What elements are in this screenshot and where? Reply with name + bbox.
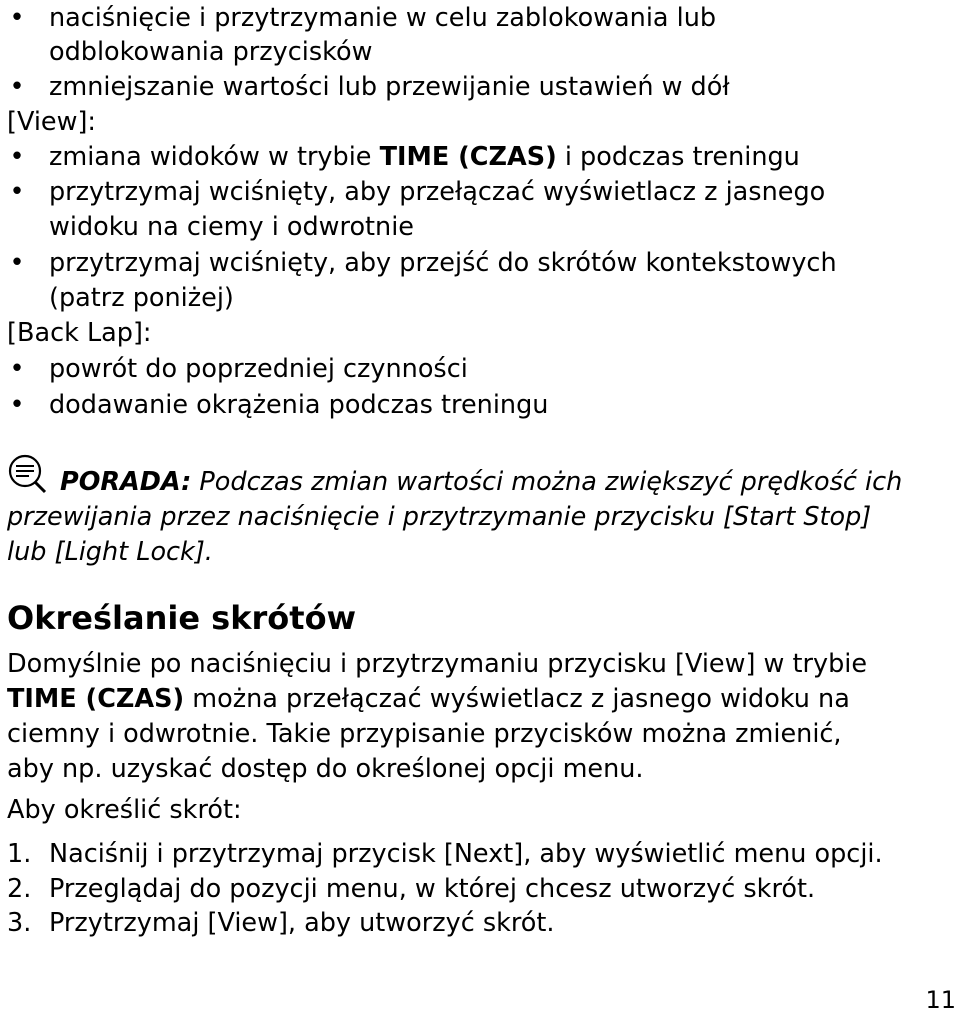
numbered-step: 1. Naciśnij i przytrzymaj przycisk [Next], aby wyświetlić menu opcji. <box>7 839 883 869</box>
back-lap-label: [Back Lap]: <box>7 318 152 348</box>
list-item: • dodawanie okrążenia podczas treningu <box>0 388 960 422</box>
section-heading: Określanie skrótów <box>7 599 357 637</box>
view-label: [View]: <box>7 107 97 137</box>
paragraph-line: Domyślnie po naciśnięciu i przytrzymaniu przycisku [View] w trybie <box>7 649 868 679</box>
numbered-step: 2. Przeglądaj do pozycji menu, w której chcesz utworzyć skrót. <box>7 874 816 904</box>
paragraph-line: TIME (CZAS) można przełączać wyświetlacz z jasnego widoku na <box>7 684 850 714</box>
list-item-continuation: odblokowania przycisków <box>49 37 373 67</box>
numbered-step: 3. Przytrzymaj [View], aby utworzyć skrót. <box>7 908 555 938</box>
list-item: • przytrzymaj wciśnięty, aby przełączać wyświetlacz z jasnego <box>0 175 960 209</box>
bullet-icon: • <box>9 354 25 384</box>
bullet-icon: • <box>9 72 25 102</box>
tip-line: PORADA: Podczas zmian wartości można zwiększyć prędkość ich <box>60 467 903 497</box>
list-item-continuation: widoku na ciemy i odwrotnie <box>49 212 414 242</box>
list-item: • naciśnięcie i przytrzymanie w celu zablokowania lub <box>0 1 960 35</box>
tip-label: PORADA: <box>60 467 192 497</box>
bullet-icon: • <box>9 3 25 33</box>
bullet-icon: • <box>9 390 25 420</box>
tip-line: lub [Light Lock]. <box>7 537 213 567</box>
list-item: • przytrzymaj wciśnięty, aby przejść do skrótów kontekstowych <box>0 246 960 280</box>
bullet-icon: • <box>9 177 25 207</box>
tip-line: przewijania przez naciśnięcie i przytrzymanie przycisku [Start Stop] <box>7 502 872 532</box>
list-item: • powrót do poprzedniej czynności <box>0 352 960 386</box>
list-item: • zmniejszanie wartości lub przewijanie ustawień w dół <box>0 70 960 104</box>
bullet-icon: • <box>9 142 25 172</box>
paragraph-line: aby np. uzyskać dostęp do określonej opcji menu. <box>7 754 644 784</box>
page-number: 11 <box>925 986 956 1014</box>
list-item-continuation: (patrz poniżej) <box>49 283 234 313</box>
list-item: • zmiana widoków w trybie TIME (CZAS) i podczas treningu <box>0 140 960 174</box>
paragraph-line: Aby określić skrót: <box>7 795 242 825</box>
paragraph-line: ciemny i odwrotnie. Takie przypisanie przycisków można zmienić, <box>7 719 842 749</box>
bullet-icon: • <box>9 248 25 278</box>
